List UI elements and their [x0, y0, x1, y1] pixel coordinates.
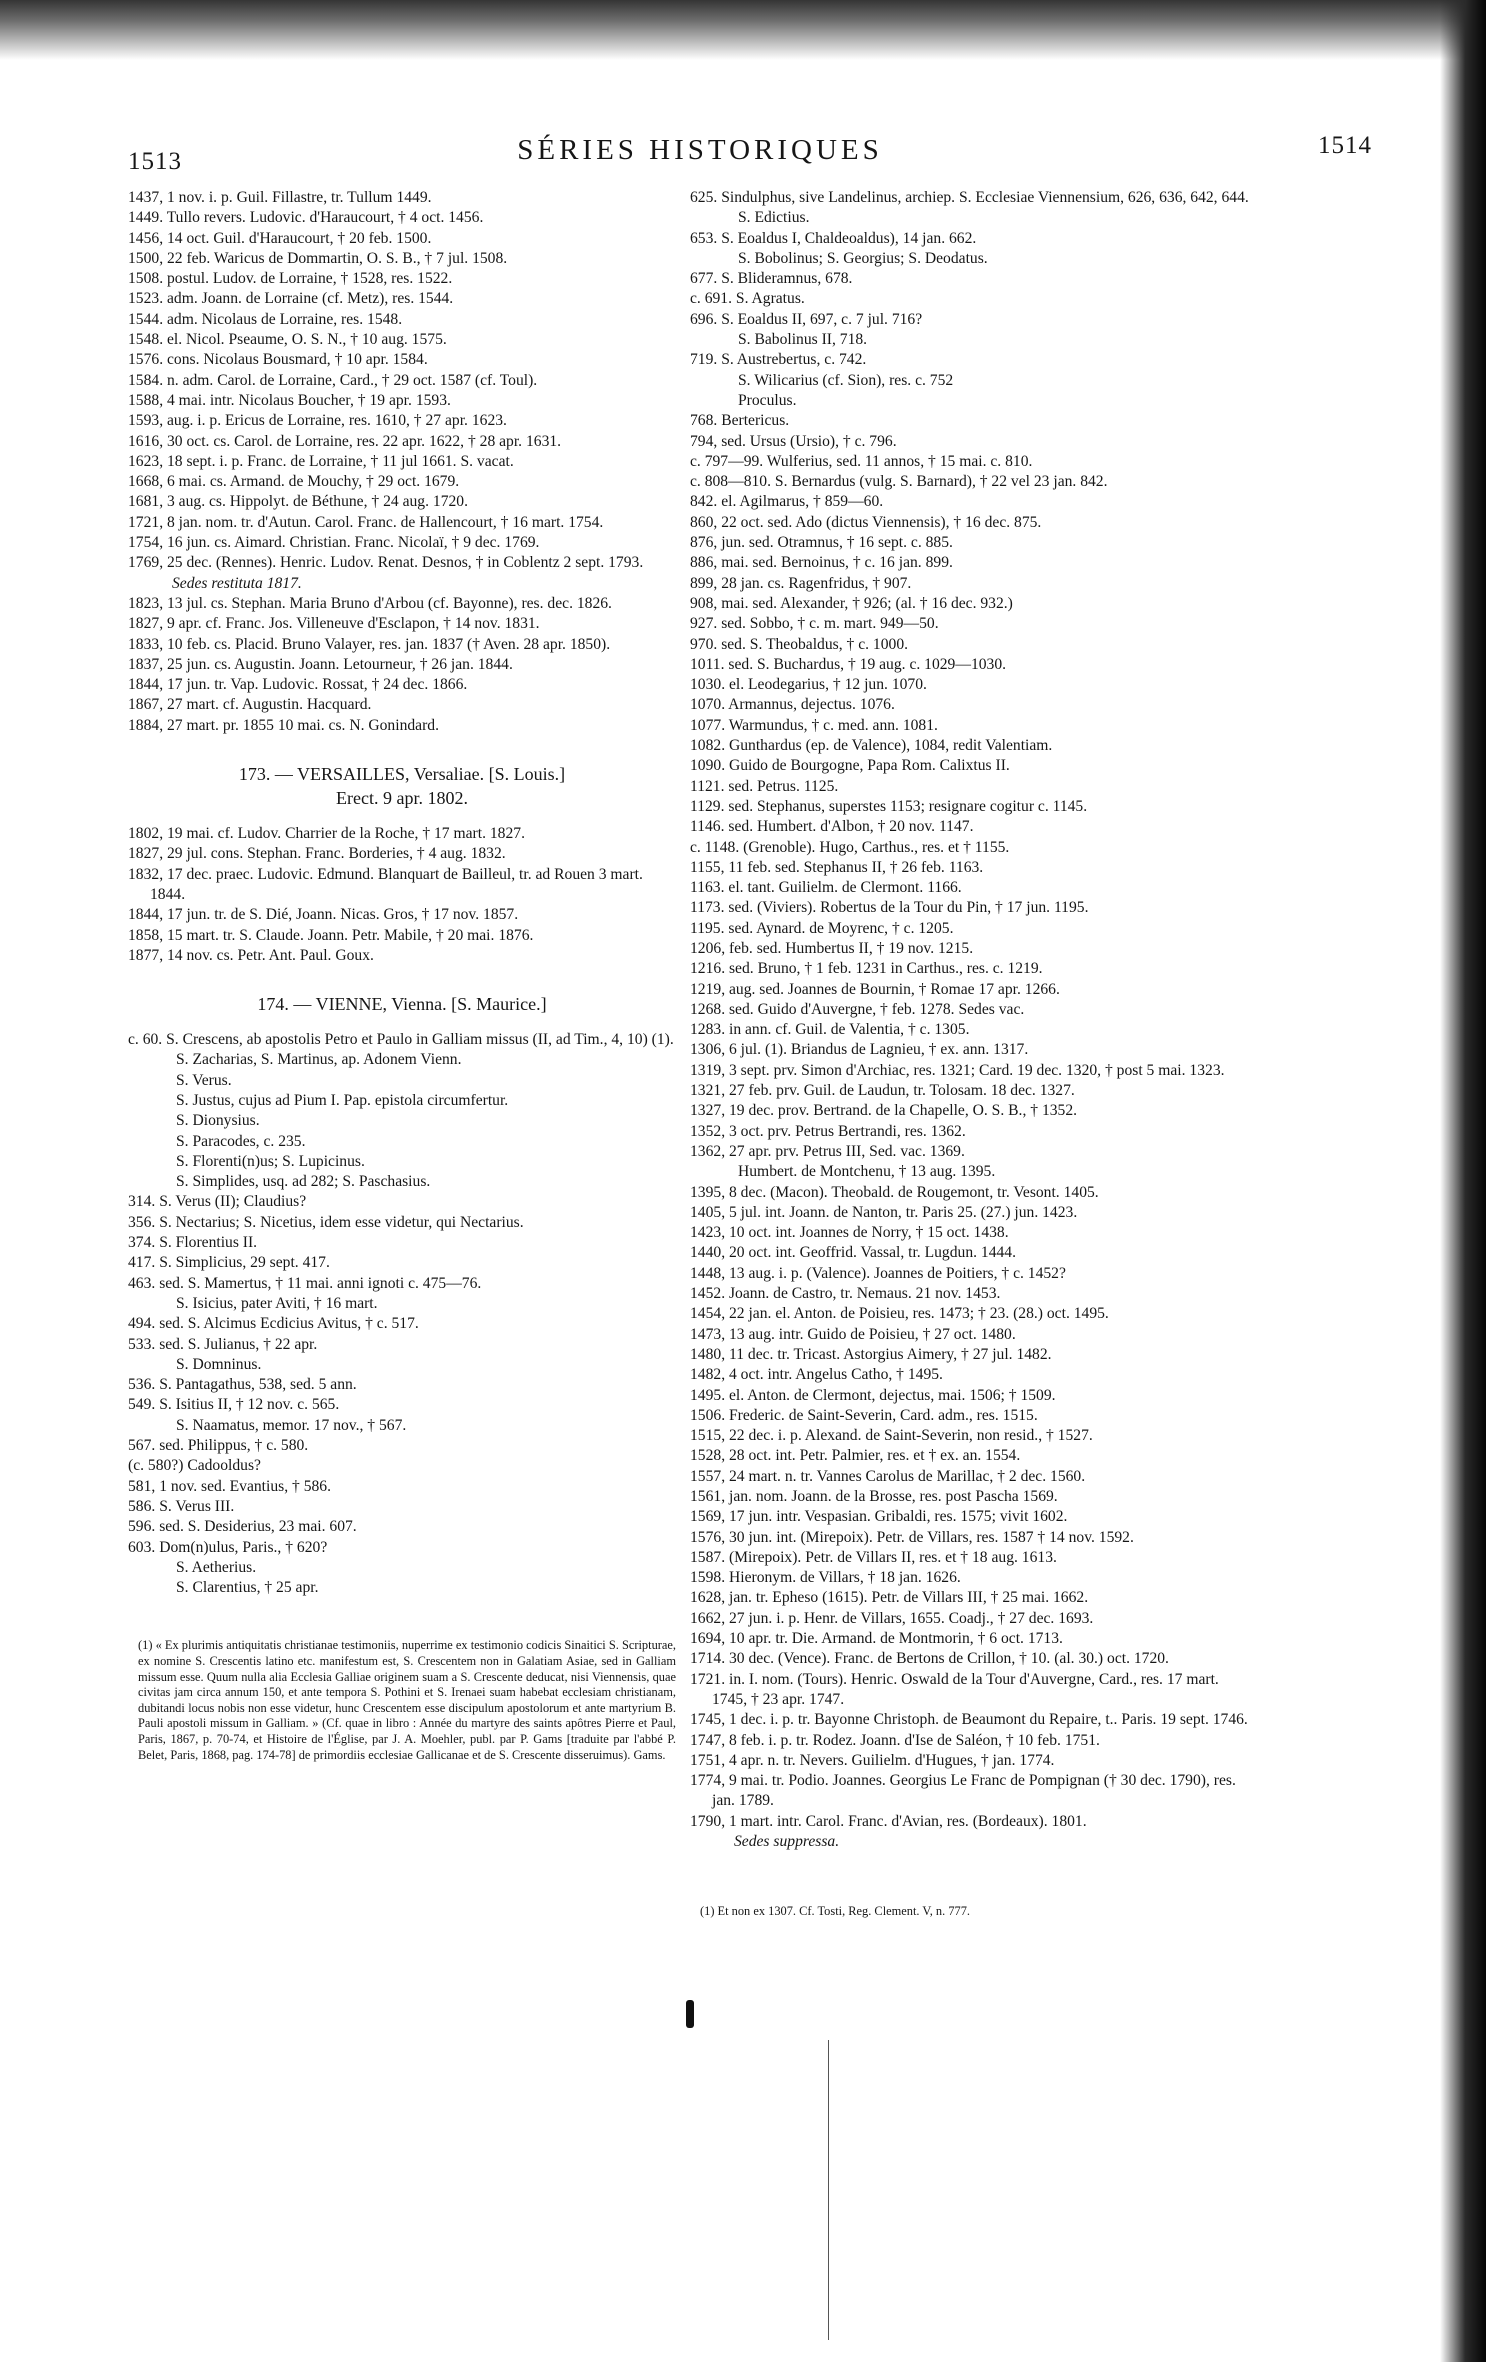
vienne-entry-r-53: 1448, 13 aug. i. p. (Valence). Joannes de Poitiers, † c. 1452? [690, 1264, 1066, 1282]
vienne-entry-r-48: Humbert. de Montchenu, † 13 aug. 1395. [738, 1163, 996, 1181]
vienne-entry-17: 603. Dom(n)ulus, Paris., † 620? [128, 1538, 328, 1556]
vienne-entry-9: 536. S. Pantagathus, 538, sed. 5 ann. [128, 1376, 357, 1394]
vienne-entry-r-0: 625. Sindulphus, sive Landelinus, archiep. S. Ecclesiae Viennensium, 626, 636, 642, 644. [690, 189, 1249, 206]
toul-entry-4: 1508. postul. Ludov. de Lorraine, † 1528, res. 1522. [128, 270, 453, 288]
vienne-entry-r-11: 768. Bertericus. [690, 412, 790, 430]
sedes-suppressa: Sedes suppressa. [734, 1833, 840, 1851]
vienne-list-continued [690, 188, 1250, 1832]
toul-entry-0: 1437, 1 nov. i. p. Guil. Fillastre, tr. Tullum 1449. [128, 189, 432, 206]
toul-entry-18: 1769, 25 dec. (Rennes). Henric. Ludov. Renat. Desnos, † in Coblentz 2 sept. 1793. [128, 554, 644, 572]
vienne-entry-r-40: 1268. sed. Guido d'Auvergne, † feb. 1278. Sedes vac. [690, 1000, 1025, 1018]
vienne-entry-r-26: 1077. Warmundus, † c. med. ann. 1081. [690, 716, 938, 734]
vienne-entry-r-37: 1206, feb. sed. Humbertus II, † 19 nov. 1215. [690, 939, 974, 957]
vienne-entry-r-23: 1011. sed. S. Buchardus, † 19 aug. c. 1029—1030. [690, 655, 1007, 673]
vienne-sub-6: S. Simplides, usq. ad 282; S. Paschasius. [176, 1173, 431, 1191]
vienne-entry-r-34: 1163. el. tant. Guilielm. de Clermont. 1166. [690, 879, 962, 897]
vienne-entry-r-45: 1327, 19 dec. prov. Bertrand. de la Chapelle, O. S. B., † 1352. [690, 1102, 1078, 1120]
vienne-entry-0: 314. S. Verus (II); Claudius? [128, 1193, 307, 1211]
toul-entry-b-2: 1833, 10 feb. cs. Placid. Bruno Valayer, res. jan. 1837 († Aven. 28 apr. 1850). [128, 635, 611, 653]
vienne-entry-r-65: 1569, 17 jun. intr. Vespasian. Gribaldi, res. 1575; vivit 1602. [690, 1508, 1068, 1526]
vienne-entry-8: S. Domninus. [176, 1355, 262, 1373]
vienne-entry-r-70: 1662, 27 jun. i. p. Henr. de Villars, 1655. Coadj., † 27 dec. 1693. [690, 1609, 1094, 1627]
vienne-list [128, 1192, 676, 1598]
vienne-entry-r-41: 1283. in ann. cf. Guil. de Valentia, † c. 1305. [690, 1021, 970, 1039]
vienne-entry-11: S. Naamatus, memor. 17 nov., † 567. [176, 1416, 407, 1434]
vienne-entry-r-51: 1423, 10 oct. int. Joannes de Norry, † 15 oct. 1438. [690, 1224, 1009, 1242]
versailles-entry-5: 1877, 14 nov. cs. Petr. Ant. Paul. Goux. [128, 946, 374, 964]
vienne-entry-r-25: 1070. Armannus, dejectus. 1076. [690, 696, 895, 714]
vienne-entry-r-44: 1321, 27 feb. prv. Guil. de Laudun, tr. Tolosam. 18 dec. 1327. [690, 1082, 1075, 1100]
toul-entry-8: 1576. cons. Nicolaus Bousmard, † 10 apr. 1584. [128, 351, 428, 369]
vienne-entry-r-19: 899, 28 jan. cs. Ragenfridus, † 907. [690, 574, 912, 592]
vienne-entry-r-54: 1452. Joann. de Castro, tr. Nemaus. 21 nov. 1453. [690, 1285, 1001, 1303]
versailles-entry-4: 1858, 15 mart. tr. S. Claude. Joann. Petr. Mabile, † 20 mai. 1876. [128, 926, 534, 944]
left-column [128, 188, 676, 1763]
vienne-entry-r-16: 860, 22 oct. sed. Ado (dictus Viennensis), † 16 dec. 875. [690, 513, 1042, 531]
toul-entry-13: 1623, 18 sept. i. p. Franc. de Lorraine, † 11 jul 1661. S. vacat. [128, 452, 514, 470]
vienne-entry-r-3: S. Bobolinus; S. Georgius; S. Deodatus. [738, 249, 988, 267]
toul-entry-16: 1721, 8 jan. nom. tr. d'Autun. Carol. Franc. de Hallencourt, † 16 mart. 1754. [128, 513, 604, 531]
versailles-entry-2: 1832, 17 dec. praec. Ludovic. Edmund. Blanquart de Bailleul, tr. ad Rouen 3 mart. 1844. [128, 865, 643, 903]
vienne-entry-18: S. Aetherius. [176, 1558, 257, 1576]
vienne-entry-r-69: 1628, jan. tr. Epheso (1615). Petr. de Villars III, † 25 mai. 1662. [690, 1589, 1089, 1607]
page-number-right: 1514 [1318, 132, 1372, 159]
vienne-entry-r-27: 1082. Gunthardus (ep. de Valence), 1084, redit Valentiam. [690, 737, 1053, 755]
scan-edge-right [1440, 0, 1486, 2362]
vienne-entry-5: S. Isicius, pater Aviti, † 16 mart. [176, 1294, 378, 1312]
vienne-entry-r-67: 1587. (Mirepoix). Petr. de Villars II, res. et † 18 aug. 1613. [690, 1548, 1057, 1566]
vienne-entry-r-24: 1030. el. Leodegarius, † 12 jun. 1070. [690, 676, 927, 694]
vienne-entry-14: 581, 1 nov. sed. Evantius, † 586. [128, 1477, 331, 1495]
toul-entry-b-3: 1837, 25 jun. cs. Augustin. Joann. Letourneur, † 26 jan. 1844. [128, 655, 513, 673]
right-column [690, 188, 1250, 1920]
vienne-entry-r-50: 1405, 5 jul. int. Joann. de Nanton, tr. Paris 25. (27.) jun. 1423. [690, 1203, 1078, 1221]
toul-list [128, 188, 676, 574]
vienne-sub-2: S. Justus, cujus ad Pium I. Pap. epistola circumfertur. [176, 1091, 509, 1109]
vienne-entry-r-28: 1090. Guido de Bourgogne, Papa Rom. Calixtus II. [690, 757, 1010, 775]
scan-line [828, 2040, 829, 2340]
toul-entry-11: 1593, aug. i. p. Ericus de Lorraine, res. 1610, † 27 apr. 1623. [128, 412, 507, 430]
running-head: SÉRIES HISTORIQUES [517, 134, 883, 166]
vienne-entry-r-17: 876, jun. sed. Otramnus, † 16 sept. c. 885. [690, 534, 953, 552]
vienne-entry-r-42: 1306, 6 jul. (1). Briandus de Lagnieu, † ex. ann. 1317. [690, 1041, 1029, 1059]
vienne-entry-r-18: 886, mai. sed. Bernoinus, † c. 16 jan. 899. [690, 554, 953, 572]
toul-entry-3: 1500, 22 feb. Waricus de Dommartin, O. S. B., † 7 jul. 1508. [128, 249, 508, 267]
vienne-entry-10: 549. S. Isitius II, † 12 nov. c. 565. [128, 1396, 340, 1414]
toul-entry-b-4: 1844, 17 jun. tr. Vap. Ludovic. Rossat, † 24 dec. 1866. [128, 676, 468, 694]
scan-edge-top [0, 0, 1486, 60]
vienne-entry-r-32: c. 1148. (Grenoble). Hugo, Carthus., res. et † 1155. [690, 838, 1010, 856]
vienne-sub-0: S. Zacharias, S. Martinus, ap. Adonem Vienn. [176, 1051, 462, 1069]
vienne-sub-5: S. Florenti(n)us; S. Lupicinus. [176, 1152, 365, 1170]
vienne-entry-r-12: 794, sed. Ursus (Ursio), † c. 796. [690, 432, 897, 450]
vienne-entry-r-33: 1155, 11 feb. sed. Stephanus II, † 26 feb. 1163. [690, 858, 984, 876]
toul-entry-14: 1668, 6 mai. cs. Armand. de Mouchy, † 29 oct. 1679. [128, 473, 460, 491]
vienne-entry-r-46: 1352, 3 oct. prv. Petrus Bertrandi, res. 1362. [690, 1122, 966, 1140]
vienne-entry-r-60: 1506. Frederic. de Saint-Severin, Card. adm., res. 1515. [690, 1406, 1038, 1424]
vienne-sub-3: S. Dionysius. [176, 1112, 260, 1130]
vienne-entry-r-22: 970. sed. S. Theobaldus, † c. 1000. [690, 635, 909, 653]
vienne-entry-r-39: 1219, aug. sed. Joannes de Bournin, † Romae 17 apr. 1266. [690, 980, 1060, 998]
vienne-first-entry: c. 60. S. Crescens, ab apostolis Petro et Paulo in Galliam missus (II, ad Tim., 4, 10) (1). [128, 1031, 674, 1049]
toul-entry-b-0: 1823, 13 jul. cs. Stephan. Maria Bruno d'Arbou (cf. Bayonne), res. dec. 1826. [128, 594, 612, 612]
vienne-entry-16: 596. sed. S. Desiderius, 23 mai. 607. [128, 1518, 357, 1536]
vienne-entry-r-75: 1747, 8 feb. i. p. tr. Rodez. Joann. d'Ise de Saléon, † 10 feb. 1751. [690, 1731, 1100, 1749]
vienne-entry-r-47: 1362, 27 apr. prv. Petrus III, Sed. vac. 1369. [690, 1142, 965, 1160]
vienne-entry-r-9: S. Wilicarius (cf. Sion), res. c. 752 [738, 371, 954, 389]
toul-entry-7: 1548. el. Nicol. Pseaume, O. S. N., † 10 aug. 1575. [128, 331, 447, 349]
toul-entry-1: 1449. Tullo revers. Ludovic. d'Haraucourt, † 4 oct. 1456. [128, 209, 484, 227]
sedes-restituta: Sedes restituta 1817. [172, 574, 302, 592]
versailles-entry-3: 1844, 17 jun. tr. de S. Dié, Joann. Nicas. Gros, † 17 nov. 1857. [128, 906, 519, 924]
vienne-entry-r-6: 696. S. Eoaldus II, 697, c. 7 jul. 716? [690, 310, 923, 328]
vienne-entry-r-38: 1216. sed. Bruno, † 1 feb. 1231 in Carthus., res. c. 1219. [690, 960, 1043, 978]
vienne-entry-r-21: 927. sed. Sobbo, † c. m. mart. 949—50. [690, 615, 939, 633]
vienne-entry-r-72: 1714. 30 dec. (Vence). Franc. de Bertons de Crillon, † 10. (al. 30.) oct. 1720. [690, 1650, 1169, 1668]
vienne-entry-r-73: 1721. in. I. nom. (Tours). Henric. Oswald de la Tour d'Auvergne, Card., res. 17 mart. 1745, † 23 apr. 1747. [690, 1670, 1219, 1708]
vienne-entry-r-29: 1121. sed. Petrus. 1125. [690, 777, 839, 795]
vienne-entry-r-62: 1528, 28 oct. int. Petr. Palmier, res. et † ex. an. 1554. [690, 1447, 1021, 1465]
toul-entry-2: 1456, 14 oct. Guil. d'Haraucourt, † 20 feb. 1500. [128, 229, 432, 247]
toul-entry-5: 1523. adm. Joann. de Lorraine (cf. Metz), res. 1544. [128, 290, 454, 308]
versailles-entry-1: 1827, 29 jul. cons. Stephan. Franc. Borderies, † 4 aug. 1832. [128, 845, 506, 863]
vienne-entry-r-49: 1395, 8 dec. (Macon). Theobald. de Rougemont, tr. Vesont. 1405. [690, 1183, 1099, 1201]
vienne-entry-r-61: 1515, 22 dec. i. p. Alexand. de Saint-Severin, non resid., † 1527. [690, 1427, 1093, 1445]
vienne-entry-r-68: 1598. Hieronym. de Villars, † 18 jan. 1626. [690, 1569, 961, 1587]
vienne-entry-r-64: 1561, jan. nom. Joann. de la Brosse, res. post Pascha 1569. [690, 1488, 1058, 1505]
vienne-entry-19: S. Clarentius, † 25 apr. [176, 1579, 319, 1597]
vienne-entry-r-71: 1694, 10 apr. tr. Die. Armand. de Montmorin, † 6 oct. 1713. [690, 1630, 1063, 1648]
vienne-entry-r-31: 1146. sed. Humbert. d'Albon, † 20 nov. 1147. [690, 818, 974, 836]
toul-entry-15: 1681, 3 aug. cs. Hippolyt. de Béthune, † 24 aug. 1720. [128, 493, 468, 511]
vienne-entry-r-63: 1557, 24 mart. n. tr. Vannes Carolus de Marillac, † 2 dec. 1560. [690, 1467, 1086, 1485]
vienne-entry-r-7: S. Babolinus II, 718. [738, 331, 868, 349]
vienne-entry-3: 417. S. Simplicius, 29 sept. 417. [128, 1254, 330, 1272]
vienne-heading [128, 992, 676, 1016]
vienne-entry-r-2: 653. S. Eoaldus I, Chaldeoaldus), 14 jan. 662. [690, 229, 977, 247]
toul-entry-12: 1616, 30 oct. cs. Carol. de Lorraine, res. 22 apr. 1622, † 28 apr. 1631. [128, 432, 562, 450]
vienne-subs [128, 1050, 676, 1192]
vienne-entry-r-57: 1480, 11 dec. tr. Tricast. Astorgius Aimery, † 27 jul. 1482. [690, 1345, 1052, 1363]
vienne-entry-r-8: 719. S. Austrebertus, c. 742. [690, 351, 867, 369]
vienne-entry-r-43: 1319, 3 sept. prv. Simon d'Archiac, res. 1321; Card. 19 dec. 1320, † post 5 mai. 1323. [690, 1061, 1225, 1079]
vienne-title: 174. — VIENNE, Vienna. [S. Maurice.] [257, 994, 547, 1015]
page-number-left: 1513 [128, 148, 182, 175]
vienne-entry-r-59: 1495. el. Anton. de Clermont, dejectus, mai. 1506; † 1509. [690, 1386, 1056, 1404]
versailles-list [128, 824, 676, 966]
vienne-entry-15: 586. S. Verus III. [128, 1497, 235, 1515]
toul-entry-b-6: 1884, 27 mart. pr. 1855 10 mai. cs. N. Gonindard. [128, 716, 439, 734]
vienne-entry-r-35: 1173. sed. (Viviers). Robertus de la Tour du Pin, † 17 jun. 1195. [690, 899, 1089, 917]
vienne-entry-r-20: 908, mai. sed. Alexander, † 926; (al. † 16 dec. 932.) [690, 594, 1013, 612]
vienne-entry-13: (c. 580?) Cadooldus? [128, 1457, 261, 1475]
versailles-erect: Erect. 9 apr. 1802. [336, 788, 468, 809]
vienne-entry-r-4: 677. S. Blideramnus, 678. [690, 270, 853, 288]
toul-entry-9: 1584. n. adm. Carol. de Lorraine, Card., † 29 oct. 1587 (cf. Toul). [128, 371, 538, 389]
vienne-entry-r-74: 1745, 1 dec. i. p. tr. Bayonne Christoph. de Beaumont du Repaire, t.. Paris. 19 sept. 1746. [690, 1711, 1248, 1729]
vienne-entry-r-66: 1576, 30 jun. int. (Mirepoix). Petr. de Villars, res. 1587 † 14 nov. 1592. [690, 1528, 1134, 1546]
vienne-entry-r-58: 1482, 4 oct. intr. Angelus Catho, † 1495. [690, 1366, 943, 1384]
footnote-left: (1) « Ex plurimis antiquitatis christianae testimoniis, nuperrime ex testimonio codicis Sinaitici S. Scripturae, ex nomine S. Crescentis latino etc. manifestum est, S. Crescentem non in Galatiam Asiae, sed in Galliam missum esse. Quum nulla alia Ecclesia Galliae originem suam a S. Crescente deducat, nisi Viennensis, quae civitas jam circa annum 150, et ante tempora S. Pothini et S. Irenaei suam habebat ecclesiam christianam, dubitandi locus nobis non esse videtur, hunc Crescentem esse discipulum apostolorum et ante martyrium B. Pauli apostoli missum in Galliam. » (Cf. quae in libro : Année du martyre des saints apôtres Pierre et Paul, Paris, 1867, p. 70-74, et Histoire de l'Église, par J. A. Moehler, publ. par P. Gams [traduite par l'abbé P. Belet, Paris, 1868, pag. 174-78] de primordiis ecclesiae Gallicanae et de S. Crescente disseruimus). Gams. [138, 1638, 676, 1762]
vienne-entry-r-56: 1473, 13 aug. intr. Guido de Poisieu, † 27 oct. 1480. [690, 1325, 1016, 1343]
toul-entry-17: 1754, 16 jun. cs. Aimard. Christian. Franc. Nicolaï, † 9 dec. 1769. [128, 534, 540, 552]
footnote-right: (1) Et non ex 1307. Cf. Tosti, Reg. Clement. V, n. 777. [700, 1904, 970, 1919]
vienne-sub-1: S. Verus. [176, 1071, 232, 1089]
vienne-entry-r-15: 842. el. Agilmarus, † 859—60. [690, 493, 884, 511]
vienne-sub-4: S. Paracodes, c. 235. [176, 1132, 306, 1150]
vienne-entry-r-52: 1440, 20 oct. int. Geoffrid. Vassal, tr. Lugdun. 1444. [690, 1244, 1016, 1262]
vienne-entry-2: 374. S. Florentius II. [128, 1234, 258, 1252]
vienne-entry-r-36: 1195. sed. Aynard. de Moyrenc, † c. 1205. [690, 919, 954, 937]
vienne-entry-r-78: 1790, 1 mart. intr. Carol. Franc. d'Avian, res. (Bordeaux). 1801. [690, 1812, 1087, 1830]
vienne-entry-r-30: 1129. sed. Stephanus, superstes 1153; resignare cogitur c. 1145. [690, 797, 1088, 815]
vienne-entry-r-10: Proculus. [738, 391, 797, 409]
vienne-entry-12: 567. sed. Philippus, † c. 580. [128, 1437, 309, 1455]
vienne-entry-r-5: c. 691. S. Agratus. [690, 290, 805, 308]
ink-smudge [686, 2000, 694, 2028]
vienne-entry-r-76: 1751, 4 apr. n. tr. Nevers. Guilielm. d'Hugues, † jan. 1774. [690, 1751, 1055, 1769]
vienne-entry-6: 494. sed. S. Alcimus Ecdicius Avitus, † c. 517. [128, 1315, 419, 1333]
toul-list-2 [128, 594, 676, 736]
toul-entry-10: 1588, 4 mai. intr. Nicolaus Boucher, † 19 apr. 1593. [128, 391, 451, 409]
vienne-entry-r-1: S. Edictius. [738, 209, 810, 227]
vienne-entry-r-55: 1454, 22 jan. el. Anton. de Poisieu, res. 1473; † 23. (28.) oct. 1495. [690, 1305, 1109, 1323]
vienne-entry-1: 356. S. Nectarius; S. Nicetius, idem esse videtur, qui Nectarius. [128, 1213, 524, 1231]
versailles-entry-0: 1802, 19 mai. cf. Ludov. Charrier de la Roche, † 17 mart. 1827. [128, 825, 525, 843]
vienne-entry-r-14: c. 808—810. S. Bernardus (vulg. S. Barnard), † 22 vel 23 jan. 842. [690, 473, 1108, 491]
versailles-title: 173. — VERSAILLES, Versaliae. [S. Louis.] [238, 764, 566, 785]
vienne-entry-7: 533. sed. S. Julianus, † 22 apr. [128, 1335, 318, 1353]
versailles-heading [128, 762, 676, 810]
toul-entry-b-5: 1867, 27 mart. cf. Augustin. Hacquard. [128, 696, 372, 714]
toul-entry-6: 1544. adm. Nicolaus de Lorraine, res. 1548. [128, 310, 403, 328]
vienne-entry-4: 463. sed. S. Mamertus, † 11 mai. anni ignoti c. 475—76. [128, 1274, 482, 1292]
vienne-entry-r-77: 1774, 9 mai. tr. Podio. Joannes. Georgius Le Franc de Pompignan († 30 dec. 1790), res. jan. 1789. [690, 1772, 1236, 1810]
vienne-entry-r-13: c. 797—99. Wulferius, sed. 11 annos, † 15 mai. c. 810. [690, 452, 1033, 470]
toul-entry-b-1: 1827, 9 apr. cf. Franc. Jos. Villeneuve d'Esclapon, † 14 nov. 1831. [128, 615, 540, 633]
